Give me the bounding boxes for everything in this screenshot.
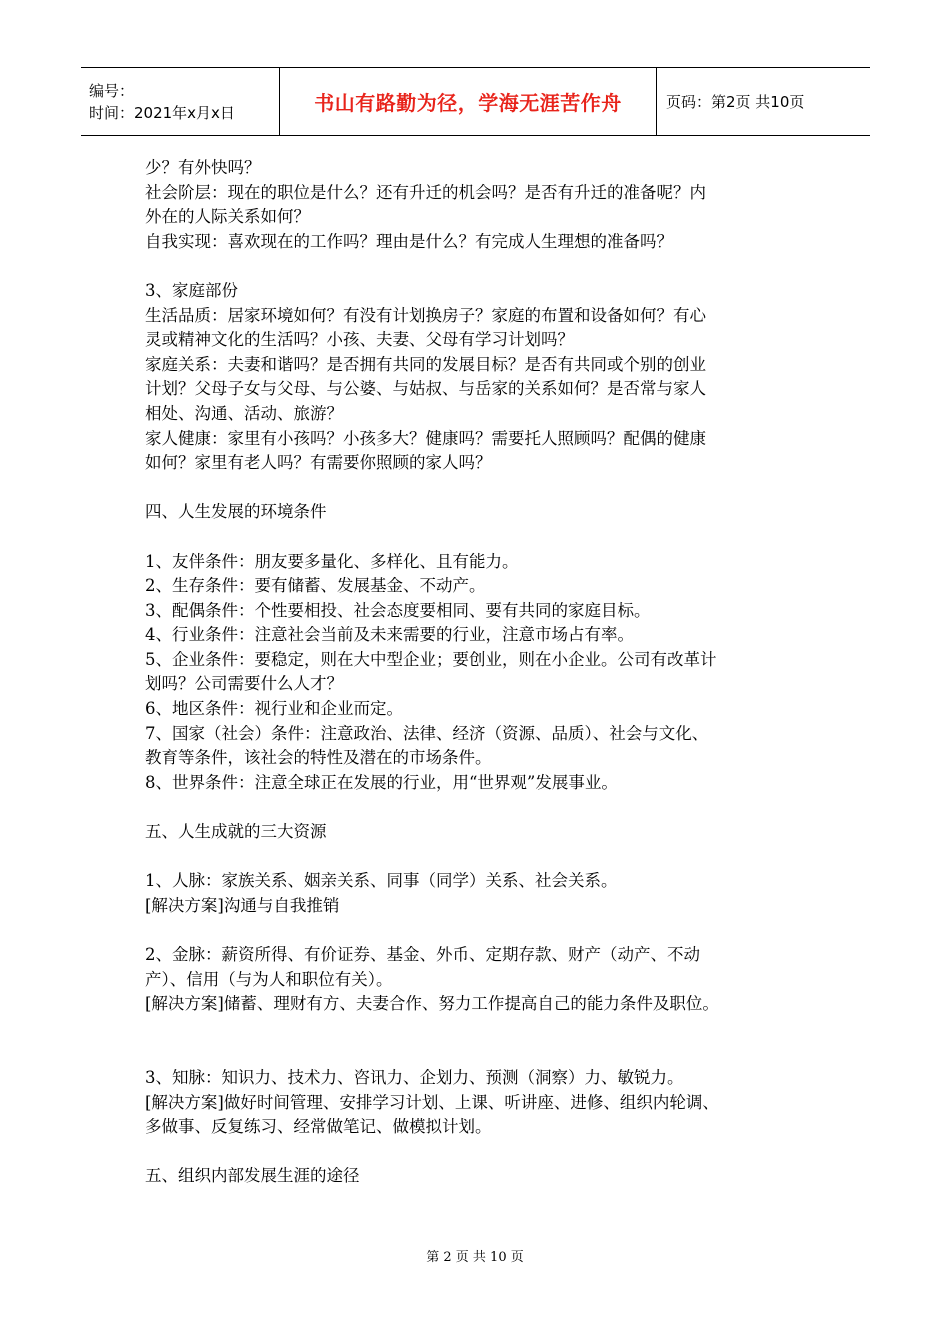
text-line: 3、配偶条件：个性要相投、社会态度要相同、要有共同的家庭目标。	[145, 600, 651, 620]
blank-line	[145, 525, 810, 550]
header-page-info: 页码：第2页 共10页	[666, 93, 805, 111]
document-body	[145, 156, 810, 1189]
text-line: 多做事、反复练习、经常做笔记、做模拟计划。	[145, 1117, 492, 1137]
text-line: 产）、信用（与为人和职位有关）。	[145, 969, 393, 989]
text-line: 自我实现：喜欢现在的工作吗？理由是什么？有完成人生理想的准备吗？	[145, 231, 673, 251]
blank-line	[145, 918, 810, 943]
text-line: 教育等条件，该社会的特性及潜在的市场条件。	[145, 748, 492, 768]
text-line: [解决方案]储蓄、理财有方、夫妻合作、努力工作提高自己的能力条件及职位。	[145, 994, 719, 1014]
page-header	[81, 67, 870, 136]
text-line: 灵或精神文化的生活吗？小孩、夫妻、父母有学习计划吗？	[145, 330, 574, 350]
text-line: 相处、沟通、活动、旅游？	[145, 403, 343, 423]
text-line: [解决方案]做好时间管理、安排学习计划、上课、听讲座、进修、组织内轮调、	[145, 1092, 719, 1112]
document-number-label: 编号：	[89, 81, 135, 100]
text-line: 五、组织内部发展生涯的途径	[145, 1166, 360, 1186]
blank-line	[145, 845, 810, 870]
text-line: 社会阶层：现在的职位是什么？还有升迁的机会吗？是否有升迁的准备呢？内	[145, 182, 706, 202]
document-date: 时间：2021年x月x日	[89, 103, 235, 122]
text-line: 6、地区条件：视行业和企业而定。	[145, 699, 403, 719]
page-footer: 第 2 页 共 10 页	[426, 1250, 524, 1265]
text-line: 如何？家里有老人吗？有需要你照顾的家人吗？	[145, 453, 492, 473]
text-line: 划吗？公司需要什么人才？	[145, 674, 343, 694]
header-motto: 书山有路勤为径，学海无涯苦作舟	[280, 68, 657, 135]
text-line: 3、知脉：知识力、技术力、咨讯力、企划力、预测（洞察）力、敏锐力。	[145, 1067, 684, 1087]
text-line: 家人健康：家里有小孩吗？小孩多大？健康吗？需要托人照顾吗？配偶的健康	[145, 428, 706, 448]
text-line: 生活品质：居家环境如何？有没有计划换房子？家庭的布置和设备如何？有心	[145, 305, 706, 325]
text-line: 2、生存条件：要有储蓄、发展基金、不动产。	[145, 576, 486, 596]
blank-line	[145, 1140, 810, 1165]
header-meta	[81, 68, 280, 135]
text-line: 五、人生成就的三大资源	[145, 822, 327, 842]
text-line: 5、企业条件：要稳定，则在大中型企业；要创业，则在小企业。公司有改革计	[145, 649, 717, 669]
blank-line	[145, 1017, 810, 1042]
text-line: 4、行业条件：注意社会当前及未来需要的行业，注意市场占有率。	[145, 625, 634, 645]
text-line: 家庭关系：夫妻和谐吗？是否拥有共同的发展目标？是否有共同或个别的创业	[145, 354, 706, 374]
text-line: 外在的人际关系如何？	[145, 207, 310, 227]
text-line: 计划？父母子女与父母、与公婆、与姑叔、与岳家的关系如何？是否常与家人	[145, 379, 706, 399]
text-line: 1、人脉：家族关系、姻亲关系、同事（同学）关系、社会关系。	[145, 871, 618, 891]
text-line: 1、友伴条件：朋友要多量化、多样化、且有能力。	[145, 551, 519, 571]
blank-line	[145, 1041, 810, 1066]
text-line: [解决方案]沟通与自我推销	[145, 895, 340, 915]
text-line: 少？有外快吗？	[145, 158, 261, 177]
blank-line	[145, 254, 810, 279]
text-line: 8、世界条件：注意全球正在发展的行业，用“世界观”发展事业。	[145, 772, 618, 792]
text-line: 3、家庭部份	[145, 280, 238, 300]
text-line: 2、金脉：薪资所得、有价证券、基金、外币、定期存款、财产（动产、不动	[145, 945, 700, 964]
text-line: 四、人生发展的环境条件	[145, 502, 327, 522]
blank-line	[145, 476, 810, 501]
blank-line	[145, 795, 810, 820]
text-line: 7、国家（社会）条件：注意政治、法律、经济（资源、品质）、社会与文化、	[145, 723, 709, 743]
